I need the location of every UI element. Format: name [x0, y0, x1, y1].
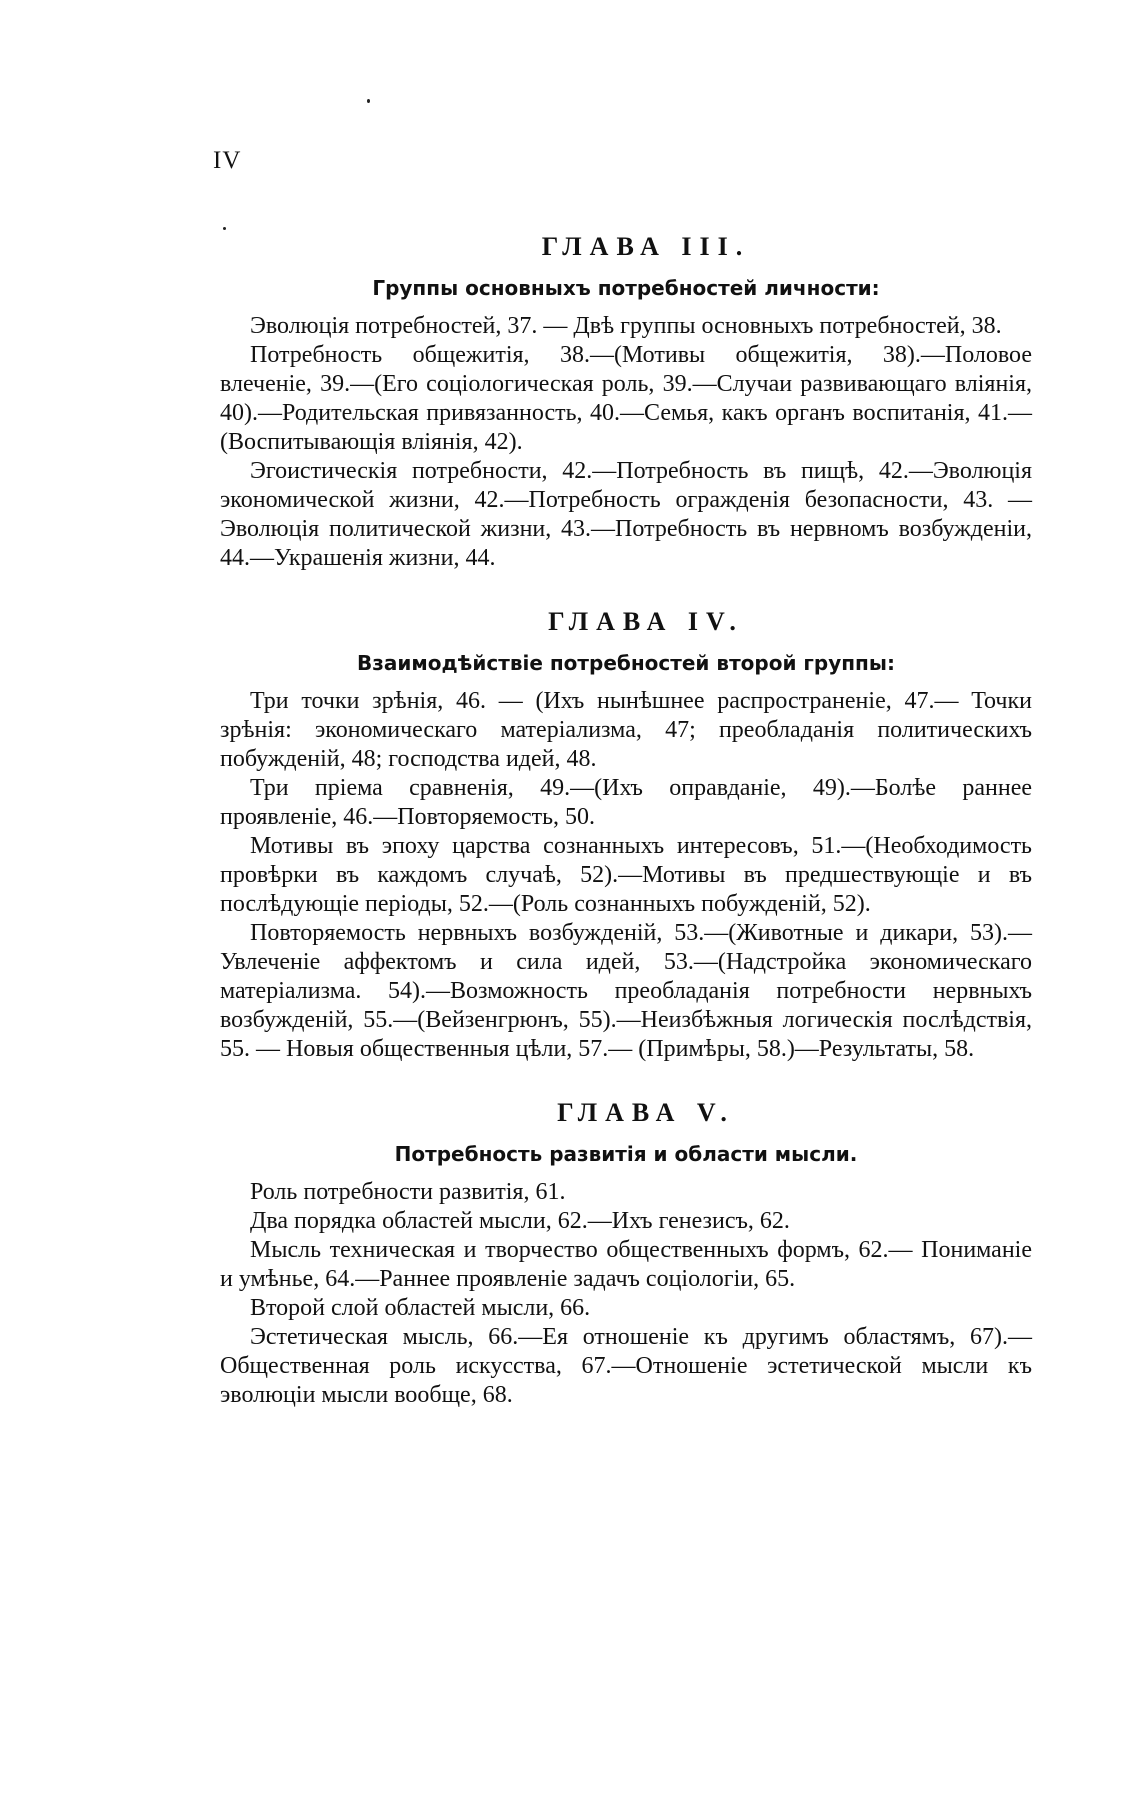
chapter-heading: ГЛАВА V. — [557, 1098, 735, 1127]
chapter-heading: ГЛАВА III. — [541, 232, 751, 261]
contents-paragraph: Повторяемость нервныхъ возбужденій, 53.—(Животные и дикари, 53).—Увлеченіе аффектомъ и сила идей, 53.—(Надстройка экономическаго матеріализма. 54).—Возможность преобладанія потребности нервныхъ возбужденій, 55.—(Вейзенгрюнъ, 55).—Неизбѣжныя логическія послѣдствія, 55. — Новыя общественныя цѣли, 57.— (Примѣры, 58.)—Результаты, 58. — [220, 920, 1032, 1062]
chapter-5 — [220, 1098, 1032, 1410]
contents-paragraph: Роль потребности развитія, 61. — [250, 1179, 566, 1205]
contents-paragraph: Второй слой областей мысли, 66. — [250, 1295, 591, 1321]
print-speck — [223, 227, 226, 230]
chapter-3 — [220, 232, 1032, 573]
page-number: IV — [213, 147, 242, 174]
chapter-subtitle: Взаимодѣйствіе потребностей второй группы: — [357, 651, 895, 675]
contents-paragraph: Эволюція потребностей, 37. — Двѣ группы основныхъ потребностей, 38. — [250, 313, 1002, 339]
chapter-heading: ГЛАВА IV. — [548, 607, 744, 636]
contents-paragraph: Два порядка областей мысли, 62.—Ихъ генезисъ, 62. — [250, 1208, 790, 1234]
contents-paragraph: Три пріема сравненія, 49.—(Ихъ оправданіе, 49).—Болѣе раннее проявленіе, 46.—Повторяемость, 50. — [220, 775, 1032, 830]
chapter-subtitle: Потребность развитія и области мысли. — [394, 1142, 858, 1166]
contents-paragraph: Эгоистическія потребности, 42.—Потребность въ пищѣ, 42.—Эволюція экономической жизни, 42.—Потребность огражденія безопасности, 43. — Эволюція политической жизни, 43.—Потребность въ нервномъ возбужденіи, 44.—Украшенія жизни, 44. — [220, 458, 1032, 571]
print-speck — [367, 99, 370, 103]
chapter-subtitle: Группы основныхъ потребностей личности: — [372, 276, 880, 300]
chapter-4 — [220, 607, 1032, 1064]
table-of-contents — [220, 232, 1032, 1410]
contents-paragraph: Эстетическая мысль, 66.—Ея отношеніе къ другимъ областямъ, 67).—Общественная роль искусства, 67.—Отношеніе эстетической мысли къ эволюціи мысли вообще, 68. — [220, 1324, 1032, 1408]
contents-paragraph: Мотивы въ эпоху царства сознанныхъ интересовъ, 51.—(Необходимость провѣрки въ каждомъ случаѣ, 52).—Мотивы въ предшествующіе и въ послѣдующіе періоды, 52.—(Роль сознанныхъ побужденій, 52). — [220, 833, 1032, 917]
contents-paragraph: Потребность общежитія, 38.—(Мотивы общежитія, 38).—Половое влеченіе, 39.—(Его соціологическая роль, 39.—Случаи развивающаго вліянія, 40).—Родительская привязанность, 40.—Семья, какъ органъ воспитанія, 41.—(Воспитывающія вліянія, 42). — [220, 342, 1032, 455]
contents-paragraph: Три точки зрѣнія, 46. — (Ихъ нынѣшнее распространеніе, 47.— Точки зрѣнія: экономическаго матеріализма, 47; преобладанія политическихъ побужденій, 48; господства идей, 48. — [220, 688, 1032, 772]
contents-paragraph: Мысль техническая и творчество общественныхъ формъ, 62.— Пониманіе и умѣнье, 64.—Раннее проявленіе задачъ соціологіи, 65. — [220, 1237, 1032, 1292]
